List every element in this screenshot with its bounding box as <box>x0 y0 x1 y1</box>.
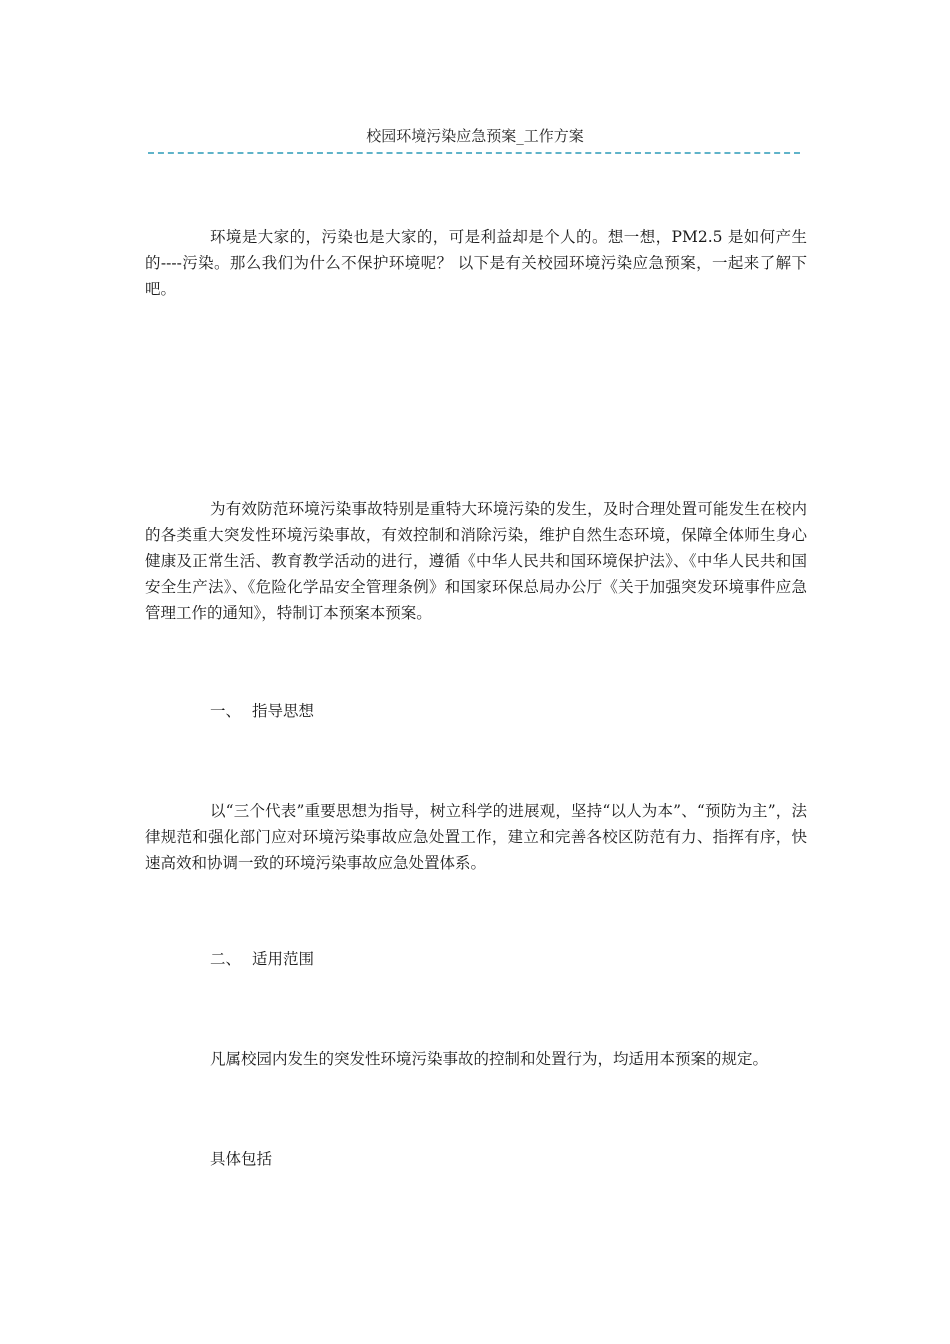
intro-paragraph: 环境是大家的，污染也是大家的，可是利益却是个人的。想一想，PM2.5 是如何产生的----污染。那么我们为什么不保护环境呢？ 以下是有关校园环境污染应急预案，一起来了解下吧。 <box>145 228 807 298</box>
section-2-body: 凡属校园内发生的突发性环境污染事故的控制和处置行为，均适用本预案的规定。 <box>210 1050 769 1068</box>
section-2-title: 适用范围 <box>252 950 315 968</box>
section-2-heading <box>210 946 314 972</box>
purpose-paragraph: 为有效防范环境污染事故特别是重特大环境污染的发生，及时合理处置可能发生在校内的各类重大突发性环境污染事故，有效控制和消除污染，维护自然生态环境，保障全体师生身心健康及正常生活、教育教学活动的进行，遵循《中华人民共和国环境保护法》、《中华人民共和国安全生产法》、《危险化学品安全管理条例》和国家环保总局办公厅《关于加强突发环境事件应急管理工作的通知》，特制订本预案本预案。 <box>145 500 807 622</box>
section-2-number: 二、 <box>210 950 242 968</box>
section-2-subheading: 具体包括 <box>210 1150 273 1168</box>
section-1-title: 指导思想 <box>252 702 315 720</box>
section-1-number: 一、 <box>210 702 242 720</box>
section-1-heading <box>210 698 314 724</box>
title-divider <box>148 152 800 154</box>
document-title: 校园环境污染应急预案_工作方案 <box>366 127 584 145</box>
section-1-body: 以“三个代表”重要思想为指导，树立科学的进展观，坚持“以人为本”、“预防为主”，法律规范和强化部门应对环境污染事故应急处置工作，建立和完善各校区防范有力、指挥有序，快速高效和协调一致的环境污染事故应急处置体系。 <box>145 802 807 872</box>
